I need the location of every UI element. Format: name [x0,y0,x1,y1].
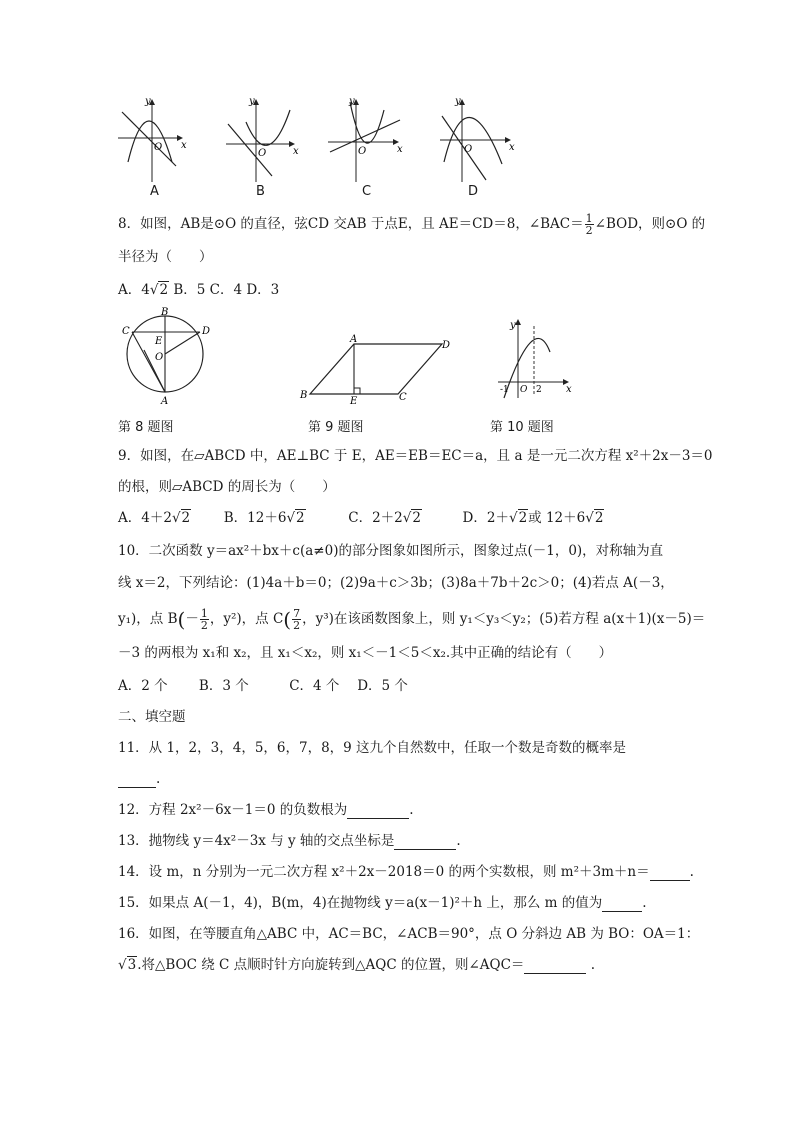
q8-line-2: 半径为（ ） [118,249,213,265]
axis-x-label: x [397,144,403,155]
label-C: C [399,392,407,403]
label-A: A [161,396,169,407]
origin-label: O [258,148,267,159]
figure-8 [120,304,220,408]
label-D: D [442,340,451,351]
graph-c [328,96,403,182]
q14-line: 14．设 m，n 分别为一元二次方程 x²＋2x－2018＝0 的两个实数根，则 m²＋3m＋n＝ . [118,864,694,880]
axis-x-label: x [509,142,515,153]
label-O: O [155,352,164,363]
figure-10 [494,314,576,402]
q9-options: A．4＋2√2 B．12＋6√2 C．2＋2√2 D．2＋√2或 12＋6√2 [118,510,604,526]
q16-line-1: 16．如图，在等腰直角△ABC 中，AC＝BC，∠ACB＝90°，点 O 分斜边 AB 为 BO：OA＝1： [118,926,700,942]
axis-x-label: x [293,146,299,157]
q10-options: A．2 个 B．3 个 C．4 个 D．5 个 [118,678,408,694]
q10-line-4: －3 的两根为 x₁和 x₂，且 x₁＜x₂，则 x₁＜－1＜5＜x₂.其中正确的结论有（ ） [118,645,613,661]
q13-line: 13．抛物线 y＝4x²－3x 与 y 轴的交点坐标是 . [118,833,461,849]
label-B: B [161,307,169,318]
axis-y-label: y [455,96,461,107]
q12-line: 12．方程 2x²－6x－1＝0 的负数根为 . [118,802,414,818]
axis-x-label: x [181,140,187,151]
origin-label: O [464,144,473,155]
axis-y-label: y [349,96,355,107]
axis-y-label: y [510,320,516,331]
answer-blank[interactable] [650,866,690,881]
origin-label: O [358,146,367,157]
graph-b-label: B [256,184,265,199]
figure-10-caption: 第 10 题图 [490,420,554,435]
q10-line-1: 10．二次函数 y＝ax²＋bx＋c(a≠0)的部分图象如图所示，图象过点(－1，0)，对称轴为直 [118,543,664,559]
label-E: E [350,396,358,404]
graph-d-label: D [468,184,479,199]
graph-d [440,96,515,182]
label-B: B [300,390,308,401]
q8-fraction: $\frac{1}{2}$ [585,212,593,237]
origin-label: O [154,142,163,153]
label-D: D [202,326,211,337]
q11-line-1: 11．从 1，2，3，4，5，6，7，8，9 这九个自然数中，任取一个数是奇数的概率是 [118,740,627,756]
answer-blank[interactable] [602,897,642,912]
graph-a [118,96,187,182]
label-C: C [122,326,130,337]
axis-y-label: y [249,96,255,107]
graph-c-label: C [362,184,372,199]
origin-label: O [520,385,528,395]
sqrt-sign: √ [149,282,159,298]
q15-line: 15．如果点 A(－1，4)，B(m，4)在抛物线 y＝a(x－1)²＋h 上，那么 m 的值为 . [118,895,647,911]
q8-options: A．4√2 B．5 C．4 D．3 [118,282,280,298]
graph-a-label: A [150,184,159,199]
graph-b [226,96,299,182]
section-fill-in-title: 二、填空题 [118,709,186,725]
q8-line-1: 8．如图，AB是⊙O 的直径，弦CD 交AB 于点E，且 AE＝CD＝8，∠BAC＝ $\frac{1}{2}$ ∠BOD，则⊙O 的 [118,212,706,237]
q7-graphs [110,92,530,202]
q16-line-2: √3.将△BOC 绕 C 点顺时针方向旋转到△AQC 的位置，则∠AQC＝ . [118,957,596,973]
axis-x-label: x [566,384,572,395]
q9-line-2: 的根，则▱ABCD 的周长为（ ） [118,479,336,495]
q11-line-2: . [118,770,160,788]
answer-blank[interactable] [347,804,409,819]
answer-blank[interactable] [524,959,586,974]
label-E: E [155,336,163,347]
figure-9-caption: 第 9 题图 [308,420,364,435]
figure-8-caption: 第 8 题图 [118,420,174,435]
q9-line-1: 9．如图，在▱ABCD 中，AE⊥BC 于 E，AE＝EB＝EC＝a，且 a 是一元二次方程 x²＋2x－3＝0 [118,448,713,464]
tick-neg1: -1 [500,385,509,395]
answer-blank[interactable] [118,773,156,788]
q10-line-3: y₁)，点 B(－ $\frac{1}{2}$ ，y²)，点 C( $\frac{7}{2}$ ，y³)在该函数图象上，则 y₁＜y₃＜y₂；(5)若方程 a(x＋1)(x－5)＝ [118,607,706,632]
q10-line-2: 线 x＝2，下列结论：(1)4a＋b＝0；(2)9a＋c＞3b；(3)8a＋7b＋2c＞0；(4)若点 A(－3， [118,575,674,591]
label-A: A [350,334,358,345]
tick-2: 2 [536,385,542,395]
axis-y-label: y [145,96,151,107]
answer-blank[interactable] [394,835,456,850]
figure-9 [296,332,462,404]
